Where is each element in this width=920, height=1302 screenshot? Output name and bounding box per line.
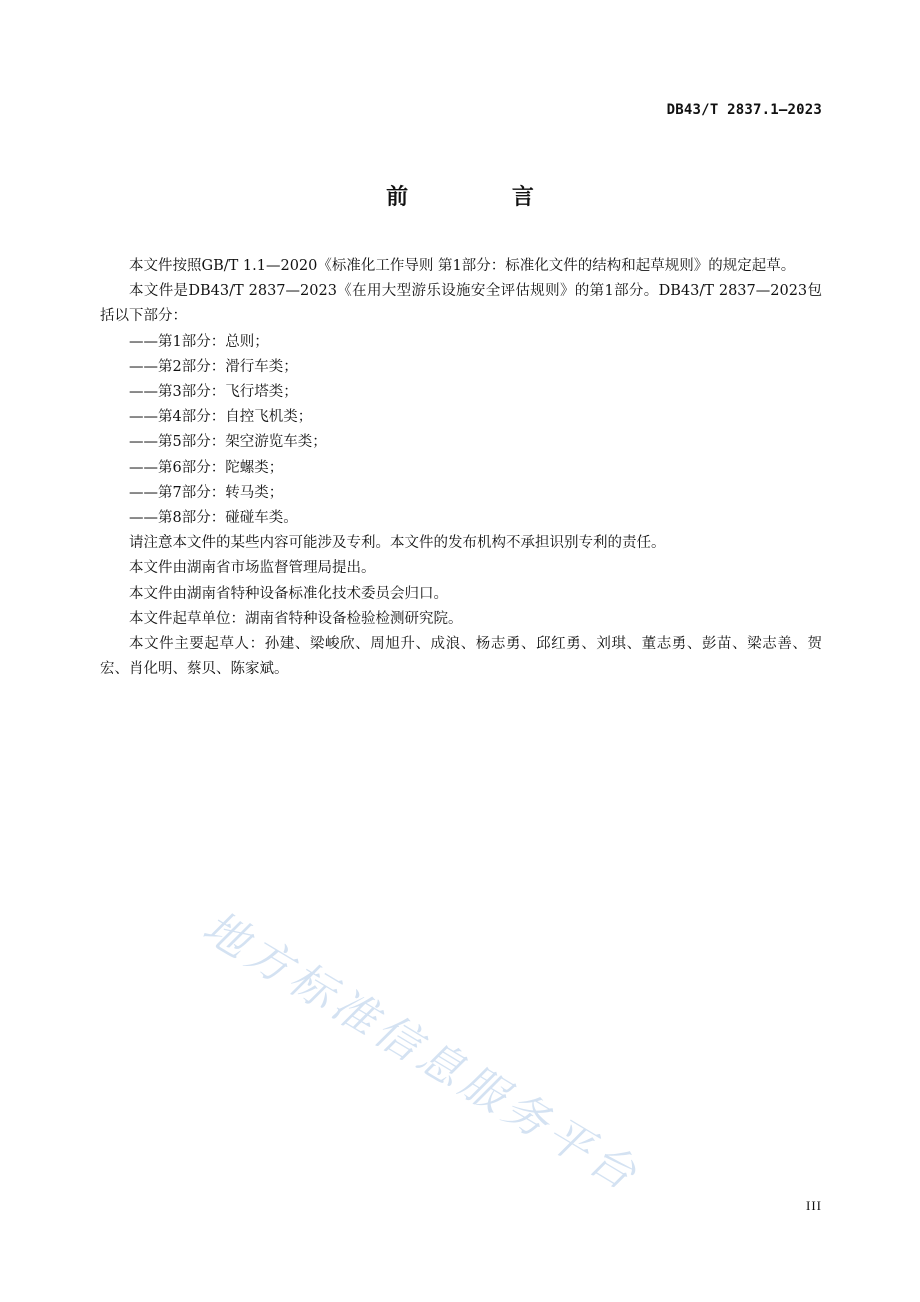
paragraph-proposer: 本文件由湖南省市场监督管理局提出。 <box>129 560 376 577</box>
list-item: ——第1部分：总则； <box>129 333 269 350</box>
document-code: DB43/T 2837.1—2023 <box>666 102 822 118</box>
list-item: ——第8部分：碰碰车类。 <box>129 510 298 527</box>
list-item: ——第2部分：滑行车类； <box>129 358 298 375</box>
list-item: ——第6部分：陀螺类； <box>129 459 284 476</box>
list-item: ——第4部分：自控飞机类； <box>129 409 313 426</box>
paragraph-administrator: 本文件由湖南省特种设备标准化技术委员会归口。 <box>129 585 448 602</box>
list-item: ——第3部分：飞行塔类； <box>129 384 298 401</box>
paragraph-series-intro: 本文件是DB43/T 2837—2023《在用大型游乐设施安全评估规则》的第1部分。DB43/T 2837—2023包括以下部分： <box>100 283 822 325</box>
foreword-body <box>100 254 822 682</box>
list-item: ——第7部分：转马类； <box>129 484 284 501</box>
paragraph-patent-notice: 请注意本文件的某些内容可能涉及专利。本文件的发布机构不承担识别专利的责任。 <box>129 535 666 552</box>
watermark: 地方标准信息服务平台 <box>194 901 649 1203</box>
list-item: ——第5部分：架空游览车类； <box>129 434 327 451</box>
page-title: 前 言 <box>386 185 582 210</box>
paragraph-drafters: 本文件主要起草人：孙建、梁峻欣、周旭升、成浪、杨志勇、邱红勇、刘琪、董志勇、彭苗、梁志善、贺宏、肖化明、蔡贝、陈家斌。 <box>100 636 822 678</box>
page-number: III <box>806 1198 822 1213</box>
paragraph-drafting-basis: 本文件按照GB/T 1.1—2020《标准化工作导则 第1部分：标准化文件的结构和起草规则》的规定起草。 <box>129 258 796 274</box>
parts-list <box>100 330 822 532</box>
paragraph-drafting-unit: 本文件起草单位：湖南省特种设备检验检测研究院。 <box>129 610 463 627</box>
